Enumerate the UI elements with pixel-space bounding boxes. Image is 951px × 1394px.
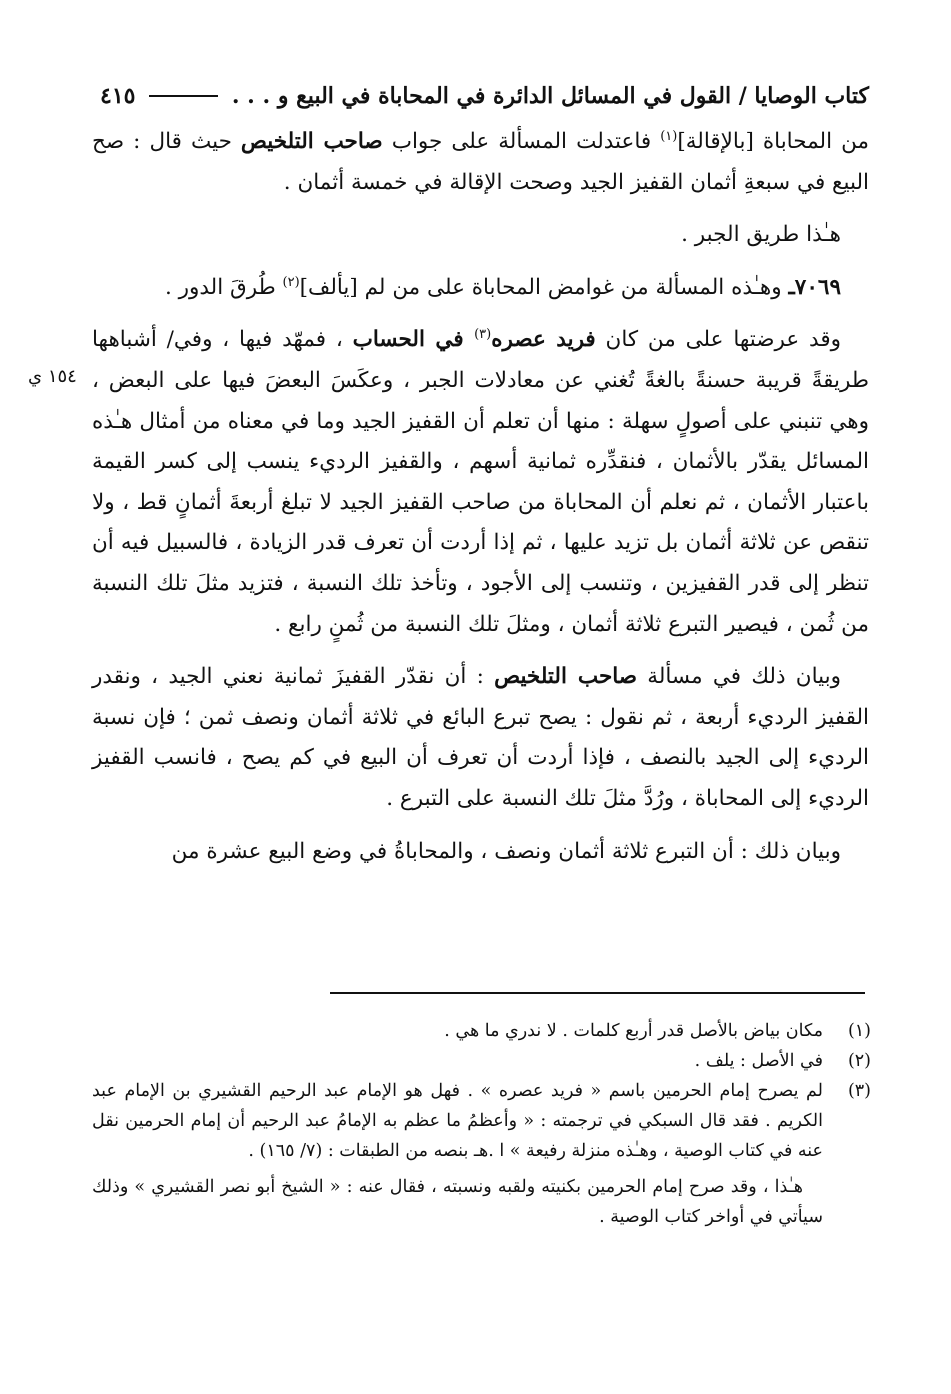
footnote-number: (١) [847, 1021, 871, 1041]
text-run: وبيان ذلك في مسألة [637, 664, 841, 690]
paragraph-6: وبيان ذلك : أن التبرع ثلاثة أثمان ونصف ، والمحاباةُ في وضع البيع عشرة من [171, 838, 841, 864]
footnote-3 [92, 1076, 871, 1166]
footnote-2 [92, 1046, 871, 1076]
footnotes [92, 1016, 871, 1232]
main-text [92, 122, 869, 872]
footnote-text: مكان بياض بالأصل قدر أربع كلمات . لا ندري ما هي . [444, 1021, 823, 1041]
paragraph-4 [92, 320, 869, 645]
paragraph-3 [92, 268, 869, 309]
footnote-text: لم يصرح إمام الحرمين باسم « فريد عصره » . فهل هو الإمام عبد الرحيم القشيري بن الإمام عبد الكريم . فقد قال السبكي في ترجمته : « وأعظمُ ما عظم به الإمامُ عبد الرحيم أن إمام الحرمين نقل عنه في كتاب الوصية ، وهـٰذه منزلة رفيعة » ا .هـ بنصه من الطبقات : (٧/ ١٦٥) . [92, 1081, 823, 1161]
margin-reference: ١٥٤ ي [28, 366, 77, 387]
header-rule [149, 95, 217, 97]
page-number: ٤١٥ [100, 83, 136, 109]
text-run: فاعتدلت المسألة على جواب [382, 129, 661, 154]
footnote-marker-3: (٣) [474, 327, 492, 343]
text-run: ، فمهّد فيها ، وفي/ أشباهها طريقةً قريبة حسنةً بالغةً تُغني عن معادلات الجبر ، وعكَسَ البعضَ فيها على البعض ، وهي تنبني على أصولٍ سهلة : منها أن تعلم أن القفيز الجيد وما في معناه من أمثال هـٰذه المسائل يقدّر بالأثمان ، فنقدِّره ثمانية أسهم ، والقفيز الرديء ينسب إلى كسر القيمة باعتبار الأثمان ، ثم نعلم أن المحاباة من صاحب القفيز الجيد لا تبلغ أربعةَ أثمانٍ قط ، ولا تنقص عن ثلاثة أثمان بل تزيد عليها ، ثم إذا أردت أن تعرف قدر الزيادة ، فالسبيل فيه أن تنظر إلى قدر القفيزين ، وتنسب إلى الأجود ، وتأخذ تلك النسبة ، فتزيد مثلَ تلك النسبة من ثُمن ، فيصير التبرع ثلاثة أثمان ، ومثلَ تلك النسبة من ثُمنٍ رابع . [92, 327, 869, 637]
issue-number: ٧٠٦٩ـ [788, 274, 841, 300]
bold-term: صاحب التلخيص [494, 664, 638, 690]
bold-term: فريد عصره [491, 327, 596, 353]
text-run: من المحاباة [بالإقالة] [677, 129, 869, 154]
header-title: كتاب الوصايا / القول في المسائل الدائرة في المحاباة في البيع و . . . [231, 83, 869, 109]
footnote-number: (٣) [847, 1081, 871, 1101]
bold-term: صاحب التلخيص [240, 129, 383, 154]
paragraph-5 [92, 657, 869, 819]
footnote-marker-2: (٢) [282, 274, 300, 290]
text-run: وهـٰذه المسألة من غوامض المحاباة على من لم [يألف] [299, 274, 789, 300]
text-run: حيث قال : صح البيع في سبعةِ أثمان القفيز الجيد وصحت الإقالة في خمسة أثمان . [92, 129, 869, 195]
bold-term: في الحساب [352, 327, 475, 353]
running-header [100, 74, 869, 118]
footnote-text: في الأصل : يلف . [694, 1051, 823, 1071]
text-run: : أن نقدّر القفيزَ ثمانية نعني الجيد ، ونقدر القفيز الرديء أربعة ، ثم نقول : يصح تبرع البائع في ثلاثة أثمان ونصف ثمن ؛ فإن نسبة الرديء إلى الجيد بالنصف ، فإذا أردت أن تعرف أن البيع في كم يصح ، فانسب القفيز الرديء إلى المحاباة ، ورُدَّ مثلَ تلك النسبة على التبرع . [92, 664, 869, 811]
paragraph-2: هـٰذا طريق الجبر . [681, 222, 841, 248]
footnote-marker-1: (١) [660, 128, 678, 144]
footnote-separator [330, 992, 865, 994]
footnote-1 [92, 1016, 871, 1046]
footnote-continuation: هـٰذا ، وقد صرح إمام الحرمين بكنيته ولقبه ونسبته ، فقال عنه : « الشيخ أبو نصر القشيري » وذلك سيأتي في أواخر كتاب الوصية . [92, 1177, 823, 1227]
footnote-number: (٢) [847, 1051, 871, 1071]
text-run: وقد عرضتها على من كان [595, 327, 841, 353]
text-run: طُرقَ الدور . [164, 274, 283, 300]
paragraph-1 [92, 122, 869, 203]
